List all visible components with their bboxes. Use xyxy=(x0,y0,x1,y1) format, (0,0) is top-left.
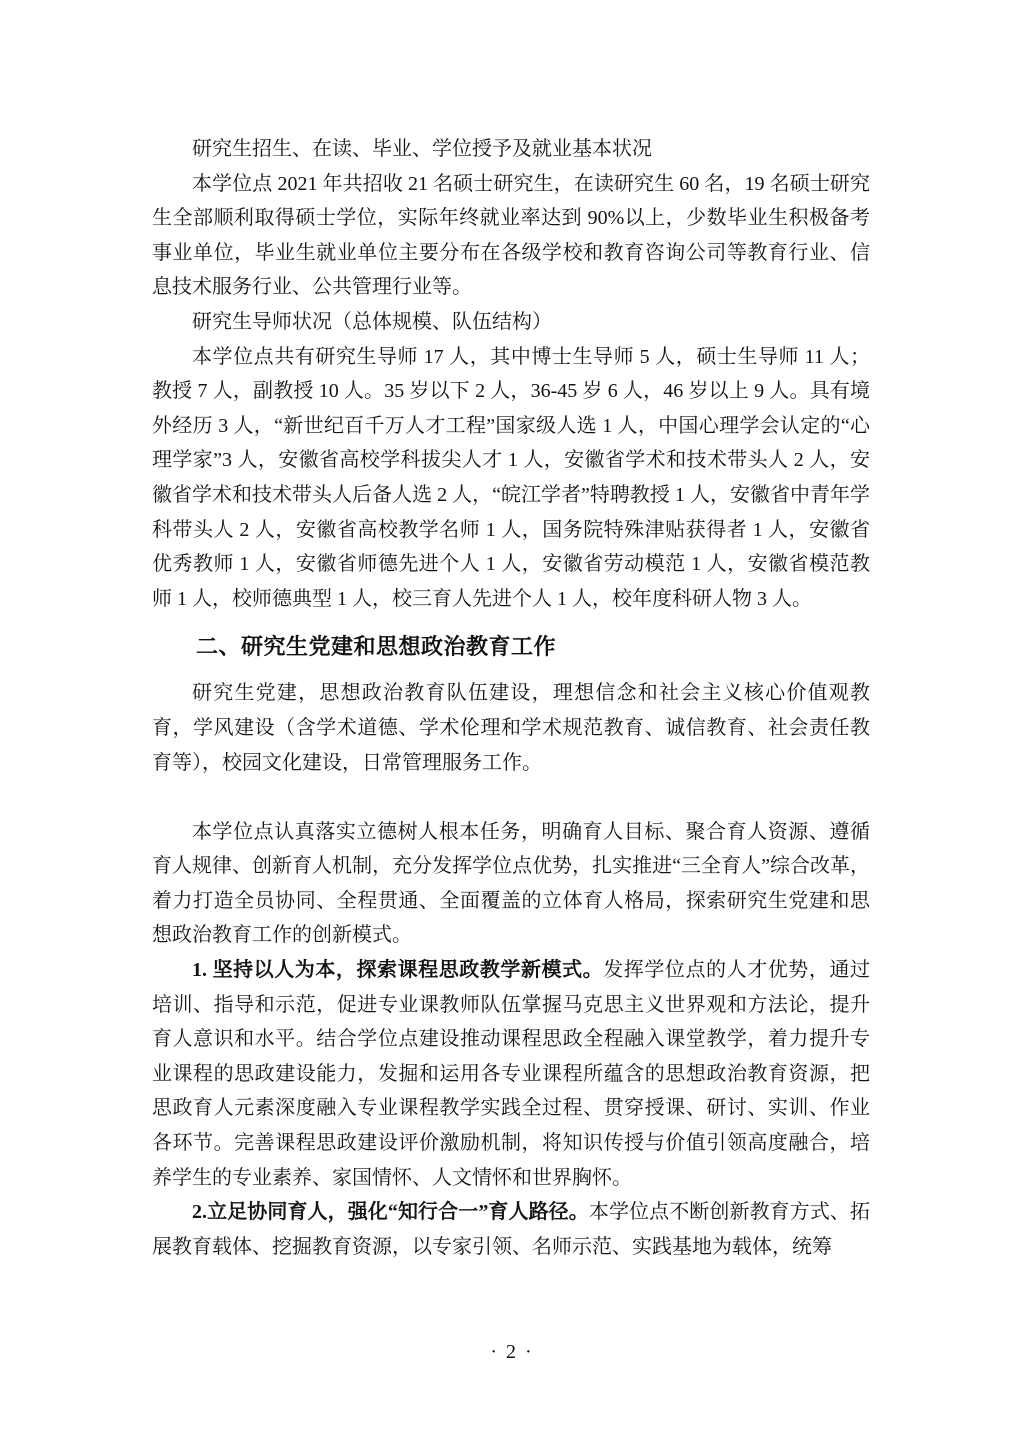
paragraph-admission-employment-title: 研究生招生、在读、毕业、学位授予及就业基本状况 xyxy=(192,138,652,160)
paragraph-supervisor-status: 本学位点共有研究生导师 17 人，其中博士生导师 5 人，硕士生导师 11 人；教授 7 人，副教授 10 人。35 岁以下 2 人，36-45 岁 6 人，46 岁以上 9 人。具有境外经历 3 人，“新世纪百千万人才工程”国家级人选 1 人，中国心理学会认定的“心理学家”3 人，安徽省高校学科拔尖人才 1 人，安徽省学术和技术带头人 2 人，安徽省学术和技术带头人后备人选 2 人，“皖江学者”特聘教授 1 人，安徽省中青年学科带头人 2 人，安徽省高校教学名师 1 人，国务院特殊津贴获得者 1 人，安徽省优秀教师 1 人，安徽省师德先进个人 1 人，安徽省劳动模范 1 人，安徽省模范教师 1 人，校师德典型 1 人，校三育人先进个人 1 人，校年度科研人物 3 人。 xyxy=(152,345,870,610)
document-content xyxy=(152,132,870,1264)
paragraph-point-1-body: 发挥学位点的人才优势，通过培训、指导和示范，促进专业课教师队伍掌握马克思主义世界观和方法论，提升育人意识和水平。结合学位点建设推动课程思政全程融入课堂教学，着力提升专业课程的思政建设能力，发掘和运用各专业课程所蕴含的思想政治教育资源，把思政育人元素深度融入专业课程教学实践全过程、贯穿授课、研讨、实训、作业各环节。完善课程思政建设评价激励机制，将知识传授与价值引领高度融合，培养学生的专业素养、家国情怀、人文情怀和世界胸怀。 xyxy=(152,959,870,1189)
section-heading-party-building: 二、研究生党建和思想政治教育工作 xyxy=(196,634,557,660)
paragraph-moral-education: 本学位点认真落实立德树人根本任务，明确育人目标、聚合育人资源、遵循育人规律、创新育人机制，充分发挥学位点优势，扎实推进“三全育人”综合改革，着力打造全员协同、全程贯通、全面覆盖的立体育人格局，探索研究生党建和思想政治教育工作的创新模式。 xyxy=(152,820,870,947)
paragraph-point-1 xyxy=(152,953,870,1195)
paragraph-point-2 xyxy=(152,1195,870,1264)
paragraph-point-2-lead: 2.立足协同育人，强化“知行合一”育人路径。 xyxy=(192,1201,589,1224)
paragraph-point-2-body: 本学位点不断创新教育方式、拓展教育载体、挖掘教育资源，以专家引领、名师示范、实践基地为载体，统筹 xyxy=(152,1201,871,1258)
paragraph-party-building-scope: 研究生党建，思想政治教育队伍建设，理想信念和社会主义核心价值观教育，学风建设（含学术道德、学术伦理和学术规范教育、诚信教育、社会责任教育等），校园文化建设，日常管理服务工作。 xyxy=(152,682,870,774)
paragraph-supervisor-status-title: 研究生导师状况（总体规模、队伍结构） xyxy=(192,310,552,333)
blank-line xyxy=(152,780,870,815)
paragraph-point-1-lead: 1. 坚持以人为本，探索课程思政教学新模式。 xyxy=(192,959,604,982)
page-number: · 2 · xyxy=(490,1341,534,1363)
paragraph-admission-employment: 本学位点 2021 年共招收 21 名硕士研究生，在读研究生 60 名，19 名硕士研究生全部顺利取得硕士学位，实际年终就业率达到 90%以上，少数毕业生积极备考事业单位，毕业生就业单位主要分布在各级学校和教育咨询公司等教育行业、信息技术服务行业、公共管理行业等。 xyxy=(152,172,870,299)
